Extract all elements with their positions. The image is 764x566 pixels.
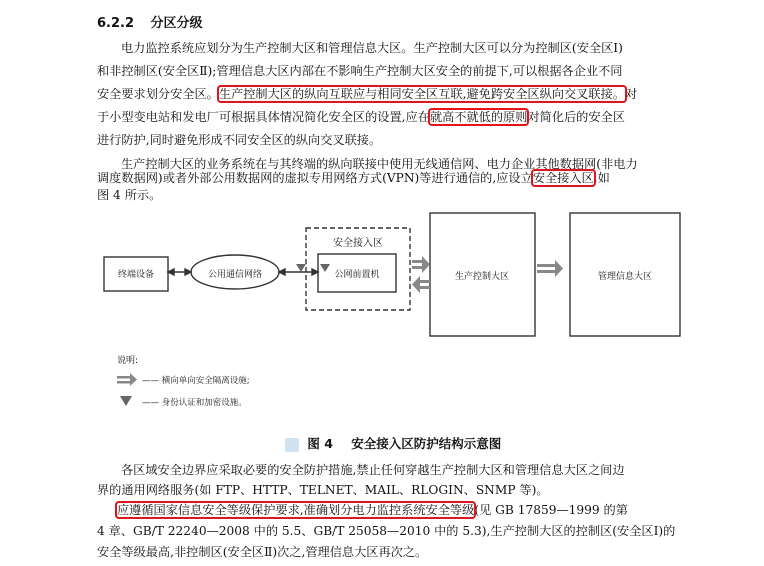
- text-line: 安全要求划分安全区。生产控制大区的纵向互联应与相同安全区互联,避免跨安全区纵向交叉联接。对: [97, 87, 638, 101]
- text-line: 生产控制大区的业务系统在与其终端的纵向联接中使用无线通信网、电力企业其他数据网(非电力: [121, 157, 638, 171]
- double-arrow-icon: [117, 373, 137, 386]
- text-line: 4 章、GB/T 22240—2008 中的 5.5、GB/T 25058—2010 中的 5.3),生产控制大区的控制区(安全区Ⅰ)的: [97, 524, 676, 538]
- highlight-box: 安全接入区: [532, 171, 594, 185]
- legend-item-label: —— 身份认证和加密设施。: [142, 398, 247, 408]
- legend-item-label: —— 横向单向安全隔离设施;: [142, 376, 250, 386]
- text-line: 于小型变电站和发电厂可根据具体情况简化安全区的设置,应在就高不就低的原则对简化后的安全区: [97, 110, 625, 124]
- text-line: 调度数据网)或者外部公用数据网的虚拟专用网络方式(VPN)等进行通信的,应设立安全接入区,如: [97, 171, 610, 185]
- triangle-icon: [320, 264, 330, 272]
- text-line: 各区域安全边界应采取必要的安全防护措施,禁止任何穿越生产控制大区和管理信息大区之间边: [121, 463, 625, 477]
- legend-title: 说明:: [117, 356, 139, 366]
- triangle-icon: [120, 396, 132, 406]
- section-heading: [97, 12, 203, 31]
- section-number: 6.2.2: [97, 16, 135, 31]
- text-line: 进行防护,同时避免形成不同安全区的纵向交叉联接。: [97, 133, 382, 147]
- front-machine-label: 公网前置机: [334, 270, 380, 280]
- text-line: 应遵循国家信息安全等级保护要求,准确划分电力监控系统安全等级(见 GB 17859—1999 的第: [117, 503, 628, 517]
- arrow-head-icon: [168, 269, 174, 275]
- terminal-label: 终端设备: [117, 270, 155, 280]
- highlight-box: 应遵循国家信息安全等级保护要求,准确划分电力监控系统安全等级: [117, 503, 475, 517]
- figure-title: 安全接入区防护结构示意图: [351, 436, 502, 451]
- text-line: 电力监控系统应划分为生产控制大区和管理信息大区。生产控制大区可以分为控制区(安全区Ⅰ): [121, 41, 623, 55]
- highlight-box: 就高不就低的原则: [429, 110, 528, 124]
- access-zone-label: 安全接入区: [333, 238, 383, 249]
- figure-label: 图 4: [307, 436, 333, 451]
- arrow-head-icon: [185, 269, 191, 275]
- highlight-box: 生产控制大区的纵向互联应与相同安全区互联,避免跨安全区纵向交叉联接。: [218, 87, 625, 101]
- text-line: 和非控制区(安全区Ⅱ);管理信息大区内部在不影响生产控制大区安全的前提下,可以根据各企业不同: [97, 64, 623, 78]
- image-icon: [285, 438, 299, 452]
- text-line: 安全等级最高,非控制区(安全区Ⅱ)次之,管理信息大区再次之。: [97, 545, 428, 559]
- arrow-head-icon: [279, 269, 285, 275]
- legend: [117, 373, 250, 408]
- text-line: 界的通用网络服务(如 FTP、HTTP、TELNET、MAIL、RLOGIN、SNMP 等)。: [97, 483, 549, 497]
- figure-caption: [285, 434, 501, 452]
- management-zone-label: 管理信息大区: [597, 272, 653, 282]
- public-network-label: 公用通信网络: [207, 270, 263, 280]
- section-title: 分区分级: [150, 16, 203, 31]
- arrow-head-icon: [312, 269, 318, 275]
- double-arrow-icon: [555, 260, 563, 277]
- diagram-figure: [0, 200, 764, 430]
- triangle-icon: [296, 264, 306, 272]
- text-line: 图 4 所示。: [97, 188, 162, 202]
- production-zone-label: 生产控制大区: [454, 272, 510, 282]
